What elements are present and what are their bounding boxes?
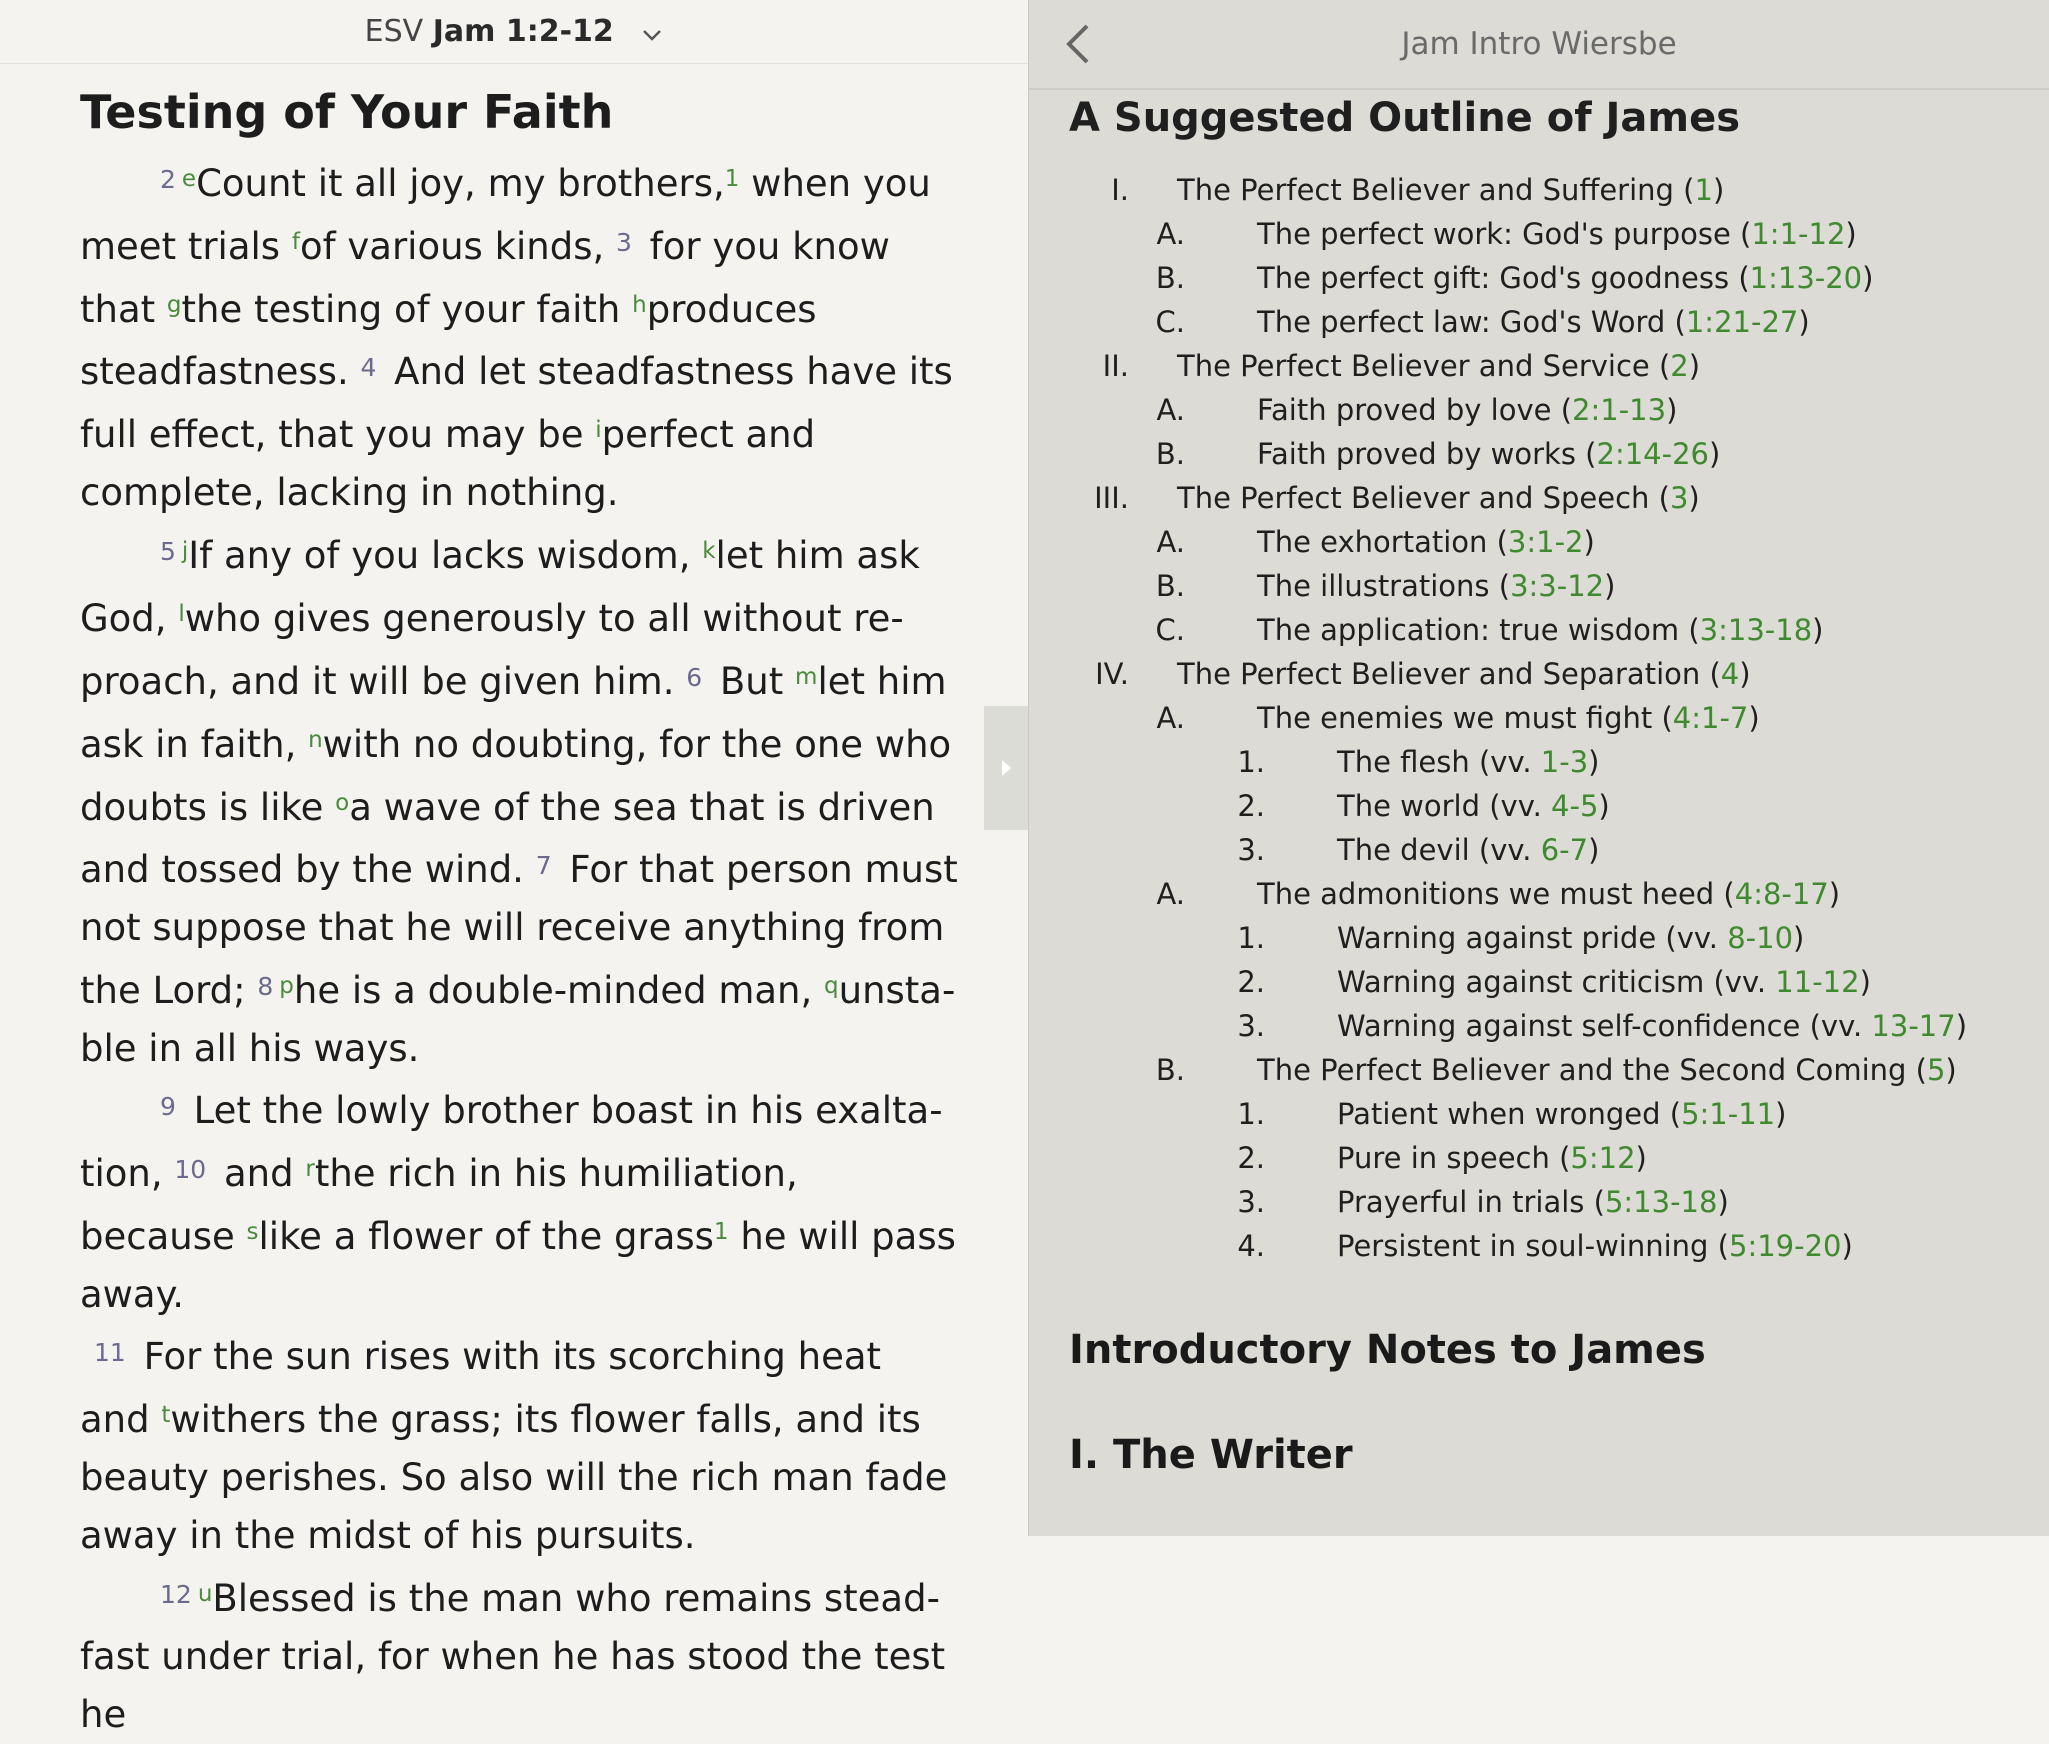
triangle-right-icon [1002,760,1011,776]
scripture-link[interactable]: 4:1-7 [1672,701,1749,735]
scripture-link[interactable]: 1:13-20 [1749,261,1863,295]
outline-marker: 2. [1237,1141,1265,1175]
outline-close-paren: ) [1666,393,1678,427]
outline-close-paren: ) [1841,1229,1853,1263]
scripture-link[interactable]: 2:1-13 [1572,393,1667,427]
verse-text: But [708,660,796,703]
verse-number[interactable]: 2 [160,165,176,194]
outline-close-paren: ) [1709,437,1721,471]
outline-label: The enemies we must fight ( [1257,701,1673,735]
verse-number[interactable]: 4 [360,353,377,382]
outline-label: The illustrations ( [1257,569,1511,603]
scripture-link[interactable]: 5:13-18 [1604,1185,1718,1219]
outline-close-paren: ) [1775,1097,1787,1131]
outline-label: The perfect gift: God's goodness ( [1257,261,1750,295]
verse-text: who gives generously to all without reproach, and it will be given him. [80,597,904,703]
verse-text: unstable in all his ways. [80,969,956,1070]
outline-close-paren: ) [1588,833,1600,867]
outline-marker: 3. [1237,1009,1265,1043]
outline-marker: A. [1156,217,1185,251]
resource-header [1029,0,2049,90]
chevron-down-icon[interactable] [641,15,663,50]
outline-text [1257,1048,1957,1092]
scripture-link[interactable]: 11-12 [1775,965,1860,999]
outline-label: The world (vv. [1337,789,1552,823]
outline-item [1069,388,2029,432]
outline-item [1069,1136,2029,1180]
outline-item [1069,784,2029,828]
verse-paragraph [80,150,960,522]
writer-heading: I. The Writer [1069,1432,1353,1478]
verse-text: Blessed is the man who remains steadfast under trial, for when he has stood the test he [80,1577,946,1736]
scripture-link[interactable]: 2:14-26 [1596,437,1709,471]
outline-text [1337,1224,1853,1268]
outline-item [1069,212,2029,256]
outline-text [1257,300,1810,344]
verse-number[interactable]: 3 [616,228,632,257]
verse-text: he is a double-minded man, [293,969,825,1012]
outline-marker: A. [1156,525,1185,559]
outline-item [1069,740,2029,784]
outline-item [1069,916,2029,960]
outline-marker: III. [1094,481,1129,515]
footnote-marker[interactable]: k [702,538,716,564]
outline-label: The admonitions we must heed ( [1257,877,1735,911]
outline-item [1069,1092,2029,1136]
outline-item [1069,256,2029,300]
verse-text: If any of you lacks wisdom, [188,534,703,577]
outline-marker: 1. [1237,745,1265,779]
outline-label: The perfect law: God's Word ( [1257,305,1686,339]
verse-text: For that person must not suppose that he will receive anything from the Lord; [80,848,958,1012]
outline-marker: 4. [1237,1229,1265,1263]
verse-number[interactable]: 9 [160,1092,176,1121]
footnote-marker[interactable]: j [181,538,189,564]
outline-marker: II. [1102,349,1129,383]
outline-label: The Perfect Believer and Separation ( [1177,657,1721,691]
scripture-link[interactable]: 5:12 [1570,1141,1636,1175]
outline-item [1069,1048,2029,1092]
scripture-link[interactable]: 3:1-2 [1507,525,1584,559]
verse-paragraph [80,1078,960,1324]
scripture-link[interactable]: 4:8-17 [1734,877,1829,911]
outline-marker: I. [1111,173,1129,207]
footnote-marker[interactable]: e [181,166,197,192]
outline-item [1069,476,2029,520]
verse-text: Count it all joy, my brothers, [196,162,725,205]
verse-number[interactable]: 6 [686,663,703,692]
scripture-link[interactable]: 5:1-11 [1681,1097,1776,1131]
scripture-link[interactable]: 1-3 [1540,745,1589,779]
footnote-marker[interactable]: 1 [724,166,740,192]
outline-marker: B. [1155,1053,1185,1087]
outline-text [1257,212,1857,256]
footnote-marker[interactable]: g [166,292,182,318]
footnote-marker[interactable]: h [632,292,647,318]
scripture-link[interactable]: 2 [1670,349,1689,383]
outline-item [1069,564,2029,608]
outline-label: The perfect work: God's purpose ( [1257,217,1752,251]
outline-text [1177,344,1700,388]
outline-item [1069,1224,2029,1268]
outline-close-paren: ) [1828,877,1841,911]
intro-heading: Introductory Notes to James [1069,1327,1706,1373]
verse-number[interactable]: 11 [94,1338,126,1367]
outline-marker: 2. [1237,789,1265,823]
paragraphs [80,150,960,1744]
bible-pane [0,0,1028,1736]
outline-close-paren: ) [1862,261,1874,295]
outline-close-paren: ) [1604,569,1616,603]
footnote-marker[interactable]: r [305,1156,315,1182]
outline-label: The Perfect Believer and Service ( [1177,349,1671,383]
reference-selector[interactable] [0,14,1028,50]
outline-close-paren: ) [1955,1009,1968,1043]
verse-number[interactable]: 8 [257,972,274,1001]
outline-text [1257,388,1677,432]
outline-label: The Perfect Believer and Speech ( [1177,481,1670,515]
outline-item [1069,696,2029,740]
outline-text [1337,916,1804,960]
footnote-marker[interactable]: l [178,601,185,627]
footnote-marker[interactable]: q [824,973,839,999]
outline-close-paren: ) [1712,173,1725,207]
outline-text [1257,608,1824,652]
verse-text: the testing of your faith [181,288,633,331]
scripture-link[interactable]: 1 [1694,173,1713,207]
verse-number[interactable]: 5 [160,537,176,566]
outline-item [1069,652,2029,696]
footnote-marker[interactable]: o [335,790,350,816]
reference-bar[interactable] [0,0,1028,64]
outline-text [1337,1092,1786,1136]
translation-label: ESV [364,14,424,49]
outline-item [1069,1180,2029,1224]
outline-close-paren: ) [1598,789,1610,823]
outline-marker: 2. [1237,965,1265,999]
footnote-marker[interactable]: t [161,1402,171,1428]
verse-text: for you know that [80,225,890,331]
footnote-marker[interactable]: i [595,417,602,443]
outline-marker: 3. [1237,833,1265,867]
scripture-link[interactable]: 3:13-18 [1699,613,1813,647]
outline-item [1069,960,2029,1004]
outline-label: Prayerful in trials ( [1337,1185,1605,1219]
verse-paragraph [80,1565,960,1744]
outline-text [1337,1180,1729,1224]
outline-item [1069,344,2029,388]
outline-marker: A. [1156,393,1185,427]
footnote-marker[interactable]: n [308,727,323,753]
passage-reference: Jam 1:2-12 [432,14,614,49]
outline-text [1257,432,1720,476]
outline-marker: 3. [1237,1185,1265,1219]
verse-text: of various kinds, [299,225,617,268]
outline-close-paren: ) [1845,217,1857,251]
footnote-marker[interactable]: f [291,229,300,255]
verse-text: with no doubting, for the one who doubts is like [80,723,952,829]
outline-label: The exhortation ( [1257,525,1508,559]
outline-label: The devil (vv. [1337,833,1541,867]
outline-item [1069,300,2029,344]
verse-text: let him ask God, [80,534,920,640]
outline-close-paren: ) [1859,965,1871,999]
verse-text: the rich in his humiliation, because [80,1152,798,1258]
verse-text: withers the grass; its flower falls, and its beauty perishes. So also will the rich man fade away in the midst of his pursuits. [80,1398,948,1557]
verse-text: And let steadfastness have its full effect, that you may be [80,350,953,456]
outline-item [1069,608,2029,652]
outline-close-paren: ) [1688,349,1701,383]
verse-number[interactable]: 7 [535,851,552,880]
footnote-marker[interactable]: u [197,1581,213,1607]
outline-label: The flesh (vv. [1337,745,1541,779]
outline-text [1337,1004,1967,1048]
outline-item [1069,520,2029,564]
outline-text [1177,652,1751,696]
outline-item [1069,168,2029,212]
outline-label: Patient when wronged ( [1337,1097,1682,1131]
verse-text: and [212,1152,306,1195]
footnote-marker[interactable]: s [246,1219,259,1245]
verse-text: like a flower of the grass [258,1215,714,1258]
outline-text [1337,1136,1647,1180]
outline-close-paren: ) [1739,657,1751,691]
outline-label: Warning against self-confidence (vv. [1337,1009,1872,1043]
outline-label: The Perfect Believer and the Second Coming ( [1257,1053,1927,1087]
outline-label: Warning against criticism (vv. [1337,965,1776,999]
outline-text [1337,784,1610,828]
outline-text [1337,960,1871,1004]
outline-close-paren: ) [1717,1185,1729,1219]
outline-heading: A Suggested Outline of James [1069,95,1741,141]
scripture-link[interactable]: 5:19-20 [1729,1229,1842,1263]
outline-text [1337,828,1599,872]
scripture-link[interactable]: 5 [1926,1053,1946,1087]
outline-marker: A. [1156,701,1185,735]
outline-text [1177,168,1724,212]
outline-text [1257,564,1615,608]
verse-text: when you meet trials [80,162,931,268]
resource-title: Jam Intro Wiersbe [1401,26,1677,62]
outline-item [1069,1004,2029,1048]
outline-label: Faith proved by love ( [1257,393,1573,427]
outline-item [1069,872,2029,916]
outline-text [1257,696,1760,740]
outline-close-paren: ) [1798,305,1810,339]
verse-text: For the sun rises with its scorching heat and [80,1335,882,1441]
outline-close-paren: ) [1748,701,1760,735]
outline-close-paren: ) [1635,1141,1647,1175]
outline-marker: B. [1155,261,1185,295]
outline-text [1257,256,1873,300]
outline-marker: B. [1155,437,1185,471]
verse-paragraph [80,1324,960,1565]
outline-marker: C. [1155,305,1185,339]
outline-label: Persistent in soul-winning ( [1337,1229,1729,1263]
outline-close-paren: ) [1688,481,1700,515]
scripture-link[interactable]: 13-17 [1871,1009,1956,1043]
section-heading: Testing of Your Faith [80,85,614,139]
scripture-link[interactable]: 4 [1720,657,1740,691]
outline-item [1069,432,2029,476]
scripture-link[interactable]: 6-7 [1540,833,1589,867]
outline-label: Faith proved by works ( [1257,437,1597,471]
scripture-link[interactable]: 1:1-12 [1751,217,1846,251]
outline-marker: 1. [1237,1097,1265,1131]
outline-close-paren: ) [1583,525,1595,559]
panel-toggle-handle[interactable] [984,706,1028,830]
footnote-marker[interactable]: m [795,664,818,690]
outline-item [1069,828,2029,872]
outline-close-paren: ) [1812,613,1824,647]
outline-close-paren: ) [1793,921,1805,955]
passage-text [80,80,960,1744]
outline-list [1069,168,2029,1268]
verse-number[interactable]: 12 [160,1580,192,1609]
outline-text [1337,740,1600,784]
outline-marker: IV. [1095,657,1129,691]
outline [1069,90,2029,1268]
verse-text: he will pass away. [80,1215,956,1316]
outline-label: The Perfect Believer and Suffering ( [1177,173,1695,207]
outline-close-paren: ) [1945,1053,1957,1087]
verse-paragraph [80,522,960,1078]
verse-number[interactable]: 10 [174,1155,207,1184]
scripture-link[interactable]: 1:21-27 [1685,305,1799,339]
verse-text: perfect and complete, lacking in nothing. [80,413,816,514]
verse-text: let him ask in faith, [80,660,947,766]
outline-label: Warning against pride (vv. [1337,921,1728,955]
outline-marker: 1. [1237,921,1265,955]
outline-text [1257,872,1840,916]
resource-pane [1028,0,2049,1536]
outline-marker: B. [1155,569,1185,603]
verse-text: produces steadfastness. [80,288,817,393]
scripture-link[interactable]: 8-10 [1727,921,1794,955]
scripture-link[interactable]: 4-5 [1551,789,1599,823]
scripture-link[interactable]: 3:3-12 [1510,569,1605,603]
verse-text: a wave of the sea that is driven and tossed by the wind. [80,786,935,891]
outline-label: The application: true wisdom ( [1257,613,1700,647]
outline-marker: A. [1156,877,1185,911]
footnote-marker[interactable]: 1 [713,1219,729,1245]
outline-label: Pure in speech ( [1337,1141,1571,1175]
outline-close-paren: ) [1588,745,1600,779]
scripture-link[interactable]: 3 [1669,481,1689,515]
footnote-marker[interactable]: p [279,973,294,999]
outline-marker: C. [1155,613,1185,647]
outline-text [1257,520,1595,564]
outline-text [1177,476,1700,520]
verse-text: Let the lowly brother boast in his exaltation, [80,1089,943,1195]
